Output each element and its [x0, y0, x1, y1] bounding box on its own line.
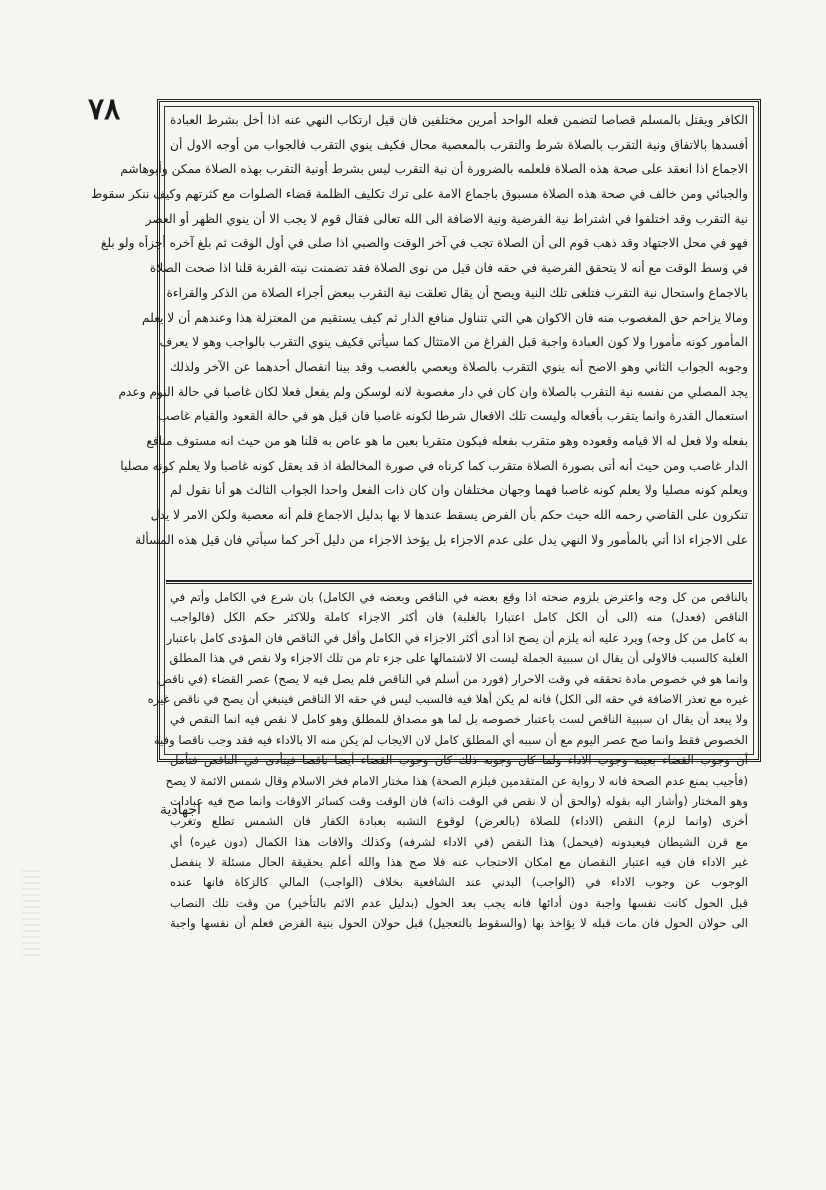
- commentary-text-line: وهو المختار (وأشار اليه بقوله (والحق أن لا نقص في الوقت ذاته) فان الوقت وقت كسائر الاوقات وانما صح فيه عبادات: [170, 793, 748, 808]
- main-text-line: الاجماع اذا انعقد على صحة هذه الصلاة فلعلمه بالضرورة أن نية التقرب ليس بشرط أونية التقرب بهذه الصلاة ممكن وأبوهاشم: [120, 162, 748, 177]
- main-text-line: المأمور كونه مأمورا ولا كون العبادة واجبة قبل الفراغ من الامتثال كما سيأتي فكيف ينوي التقرب بالواجب وهو لا يعرف: [159, 335, 748, 350]
- commentary-text-line: به كامل من كل وجه) ويرد عليه أنه يلزم أن يصح اذا أدى أكثر الاجزاء في الكامل وأقل في الناقص فان المؤدى كامل باعتبار: [166, 630, 748, 645]
- commentary-text-line: الوجوب عن وجوب الاداء في (الواجب) البدني عند الشافعية بخلاف (الواجب) المالي كالزكاة فانها عنده: [170, 875, 748, 890]
- commentary-text-line: الى حولان الحول فان مات قبله لا يؤاخذ بها (والسقوط بالتعجيل) قبل حولان الحول بنية الفرض فعلم أن نفسها واجبة: [170, 916, 748, 931]
- main-text-line: وجوبه الجواب الثاني وهو الاصح أنه ينوي التقرب بالصلاة ويعصي بالغصب وقد بينا انفصال أحدهما عن الآخر ولذلك: [170, 359, 748, 374]
- section-divider-thin: [166, 583, 752, 584]
- commentary-text-line: الخصوص فقط وانما صح عصر اليوم مع أن سببه أي المطلق كامل لان الايجاب لم يكن منه الا بالاداء فيه فقد وجب ناقصا وفيه: [153, 732, 748, 747]
- main-text-line: بالاجماع واستحال نية التقرب فتلغى تلك النية ويصح أن يقال تعلقت نية التقرب ببعض أجزاء الصلاة من الذكر والقراءة: [166, 285, 748, 300]
- commentary-text-line: مع قرن الشيطان فيعبدونه (فيحمل) هذا النقص (في الاداء لشرفه) وكذلك والافات هذا الكمال (دون غيره) أي: [170, 834, 748, 849]
- commentary-text-line: أخرى (وانما لزم) النقص (الاداء) للصلاة (بالعرض) لوقوع التشبه بعبادة الكفار فان الشمس تطلع وتغرب: [170, 814, 748, 829]
- commentary-text-line: (فأجيب بمنع عدم الصحة فانه لا رواية عن المتقدمين فيلزم الصحة) هذا مختار الامام فخر الاسلام وقال شمس الائمة لا يصح: [165, 773, 748, 788]
- main-text-line: ويعلم كونه مصليا ولا يعلم كونه غاصبا فهما وجهان مختلفان وان كان ذات الفعل واحدا الجواب الثالث هو أنا نقول لم: [170, 483, 748, 498]
- main-text-line: في وسط الوقت مع أنه لا يتحقق الفرضية في حقه فان قيل من نوى الصلاة فقد تضمنت نيته القربة قلنا اذا صحت الصلاة: [149, 261, 748, 276]
- commentary-text-line: قبل الحول كانت نفسها واجبة دون أدائها فانه يجب بعد الحول (بدليل عدم الاثم بالتأخير) من وقت تلك النصاب: [170, 895, 748, 910]
- commentary-text-line: ولا يبعد أن يقال ان سببية الناقص لست باعتبار خصوصه بل لما هو مصداق للمطلق وهو كامل لا نقص فيه انما النقص في: [170, 712, 748, 727]
- main-text-line: الكافر ويقتل بالمسلم قصاصا لتضمن فعله الواحد أمرين مختلفين فان قيل ارتكاب النهي عنه اذا أخل بشرط العبادة: [170, 113, 748, 127]
- main-text-line: على الاجزاء اذا أتي بالمأمور ولا النهي يدل على عدم الاجزاء بل يؤخذ الاجزاء من دليل آخر كما سيأتي فان قيل هذه المسألة: [135, 532, 748, 547]
- commentary-text-line: وانما هو في خصوص مادة تحققه في وقت الاحرار (فورد من أسلم في الناقص فلم يصل فيه لا يصح) عصر القضاء (في ناقص: [157, 671, 748, 686]
- main-text-line: فهو في محل الاجتهاد وقد ذهب قوم الى أن الصلاة تجب في آخر الوقت والصبي اذا صلى في أول الوقت ثم بلغ آخره أجزأه ولو بلغ: [100, 236, 748, 251]
- main-text-line: استعمال القدرة وانما يتقرب بأفعاله وليست تلك الافعال شرطا لكونه غاصبا فان قيل هو في حالة القعود والقيام غاصب: [157, 409, 748, 424]
- commentary-text-line: غير الاداء فان فيه اعتبار النقصان مع امكان الاحتجاب عنه فلا صح هذا والله أعلم بحقيقة الحال مسئلة لا ينفصل: [170, 855, 748, 870]
- main-text-line: الدار غاصب ومن حيث أنه أتى بصورة الصلاة متقرب كما كرناه في صورة المخالطة اذ قد يعقل كونه غاصبا ولا يعلم كونه مصليا: [120, 458, 748, 473]
- main-text-line: يجد المصلي من نفسه نية التقرب بالصلاة وان كان في دار مغصوبة لانه لوسكن ولم يفعل فعلا لكان غاصبا في حالة النوم وعدم: [118, 384, 748, 399]
- main-text-line: تنكرون على القاضي رحمه الله حيث حكم بأن الفرض يسقط عندها لا بها بدليل الاجماع فلم أنه معصية ولكن الامر لا يدل: [150, 508, 748, 522]
- commentary-text-line: الناقص (فعدل) منه (الى أن الكل كامل اعتبارا بالغلبة) فان أكثر الاجزاء كاملة وللاكثر حكم الكل (فالواجب: [170, 610, 748, 625]
- main-text-line: بفعله ولا فعل له الا قيامه وقعوده وهو متقرب بفعله فيكون متقربا بعين ما هو عاص به قلنا هو من حيث انه مستوف منافع: [146, 433, 748, 448]
- commentary-text-block: [147, 587, 748, 934]
- main-text-line: أفسدها بالاتفاق ونية التقرب بالصلاة شرط والتقرب بالمعصية محال فكيف ينوي التقرب فالجواب من أوجه الاول أن: [170, 137, 748, 152]
- main-text-block: [91, 108, 748, 552]
- page-number: ٧٨: [88, 92, 121, 127]
- commentary-text-line: أن وجوب القضاء بعينه وجوب الاداء ولما كان وجوبه ذلك كان وجوب القضاء أيضا ناقصا فيتأدى في الناقص فتأمل: [170, 753, 748, 768]
- margin-mark: [22, 870, 40, 960]
- commentary-text-line: الغلبة كالسبب فالاولى أن يقال ان سببية الجملة ليست الا لاشتمالها على جزء تام من تلك الاجزاء ولا نقص في هذا المطلق: [169, 651, 748, 666]
- section-divider: [166, 580, 752, 582]
- main-text-line: ومالا يزاحم حق المغصوب منه فان الاكوان هي التي تتناول منافع الدار ثم كيف يستقيم من المعتزلة هذا وعندهم أن لا يعلم: [141, 310, 748, 325]
- commentary-text-line: غيره مع تعذر الاضافة في حقه الى الكل) فانه لم يكن أهلا فيه فالسبب ليس في حقه الا الناقص فينبغي أن يصح في ناقص غيره: [147, 691, 748, 706]
- main-text-line: نية التقرب وقد اختلفوا في اشتراط نية الفرضية ونية الاضافة الى الله تعالى فقال قوم لا يجب الا أن ينوي الظهر أو العصر: [145, 211, 748, 226]
- main-text-line: والجبائي ومن خالف في صحة هذه الصلاة مسبوق باجماع الامة على ترك تكليف الظلمة قضاء الصلوات مع كثرتهم وكيف ننكر سقوط: [91, 187, 748, 202]
- catchword: اجهادية: [160, 802, 201, 818]
- commentary-text-line: بالناقص من كل وجه واعترض بلزوم صحته اذا وقع بعضه في الناقص وبعضه في الكامل) بان شرع في الكامل وأتم في: [170, 590, 748, 604]
